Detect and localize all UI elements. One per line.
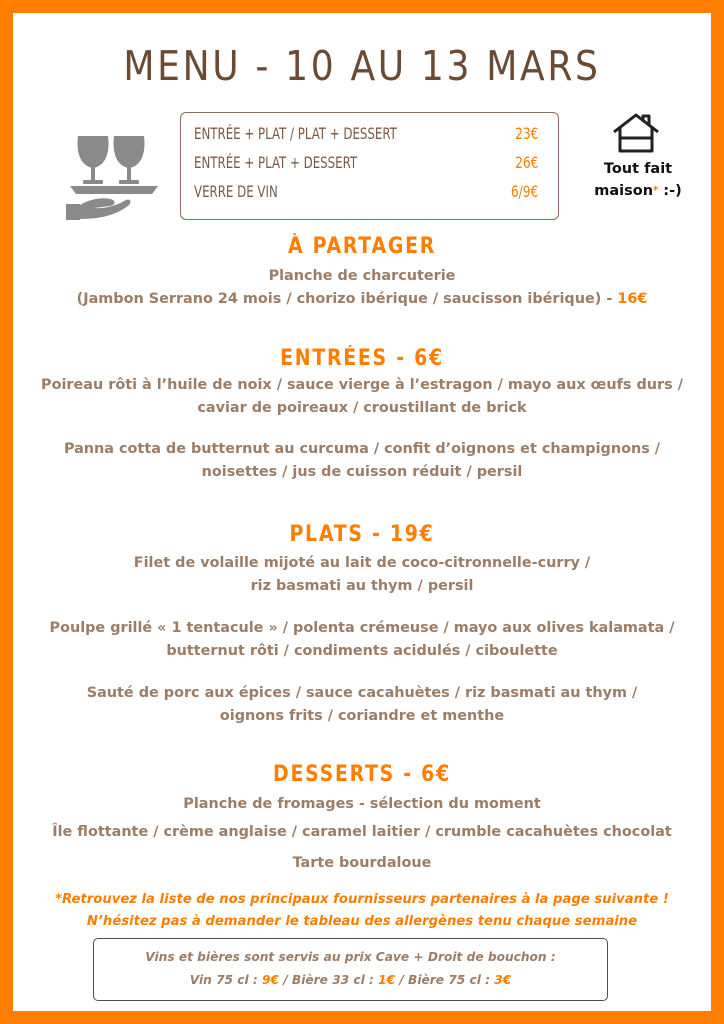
formula-row (194, 182, 538, 210)
house-icon (611, 112, 661, 154)
page-title: MENU - 10 AU 13 MARS (123, 42, 601, 90)
formula-price: 6/9€ (510, 182, 538, 201)
formula-label: VERRE DE VIN (194, 182, 278, 201)
menu-item-dessert: Planche de fromages - sélection du moment (183, 796, 541, 812)
wine-pricing-details: Vin 75 cl : 9€ / Bière 33 cl : 1€ / Bière 75 cl : 3€ (189, 973, 512, 987)
homemade-label (588, 158, 688, 202)
menu-item-charcuterie: Planche de charcuterie (Jambon Serrano 24 mois / chorizo ibérique / saucisson ibérique) - 16€ (76, 268, 648, 307)
wine-glasses-tray-icon (62, 132, 162, 224)
menu-item-plat: Poulpe grillé « 1 tentacule » / polenta crémeuse / mayo aux olives kalamata / butternut rôti / condiments acidulés / ciboulette (49, 620, 675, 659)
section-title-partager: À PARTAGER (287, 234, 437, 259)
menu-item-entree: Panna cotta de butternut au curcuma / confit d’oignons et champignons / noisettes / jus de cuisson réduit / persil (63, 441, 661, 480)
wine-pricing-box (93, 938, 608, 1001)
footnote: *Retrouvez la liste de nos principaux fournisseurs partenaires à la page suivante ! N’hésitez pas à demander le tableau des allergènes tenu chaque semaine (55, 892, 669, 929)
wine-pricing-intro: Vins et bières sont servis au prix Cave + Droit de bouchon : (145, 950, 556, 964)
formula-row (194, 153, 538, 181)
formula-price: 26€ (514, 153, 538, 172)
menu-item-dessert: Tarte bourdaloue (292, 855, 432, 871)
item-price: 16€ (617, 291, 648, 307)
formula-label: ENTRÉE + PLAT / PLAT + DESSERT (194, 124, 397, 143)
formula-price: 23€ (514, 124, 538, 143)
asterisk: * (653, 185, 659, 196)
homemade-line2: maison* :-) (594, 183, 682, 199)
homemade-line1: Tout fait (603, 161, 673, 177)
formula-label: ENTRÉE + PLAT + DESSERT (194, 153, 358, 172)
menu-item-entree: Poireau rôti à l’huile de noix / sauce vierge à l’estragon / mayo aux œufs durs / caviar de poireaux / croustillant de brick (41, 377, 683, 416)
section-title-desserts: DESSERTS - 6€ (273, 762, 451, 787)
formula-price-box (180, 112, 559, 220)
menu-item-plat: Filet de volaille mijoté au lait de coco-citronnelle-curry / riz basmati au thym / persil (133, 555, 591, 594)
formula-row (194, 124, 538, 152)
menu-item-dessert: Île flottante / crème anglaise / caramel laitier / crumble cacahuètes chocolat (52, 824, 672, 840)
section-title-plats: PLATS - 19€ (289, 522, 435, 547)
menu-item-plat: Sauté de porc aux épices / sauce cacahuètes / riz basmati au thym / oignons frits / coriandre et menthe (86, 685, 638, 724)
section-title-entrees: ENTRÉES - 6€ (280, 346, 444, 371)
